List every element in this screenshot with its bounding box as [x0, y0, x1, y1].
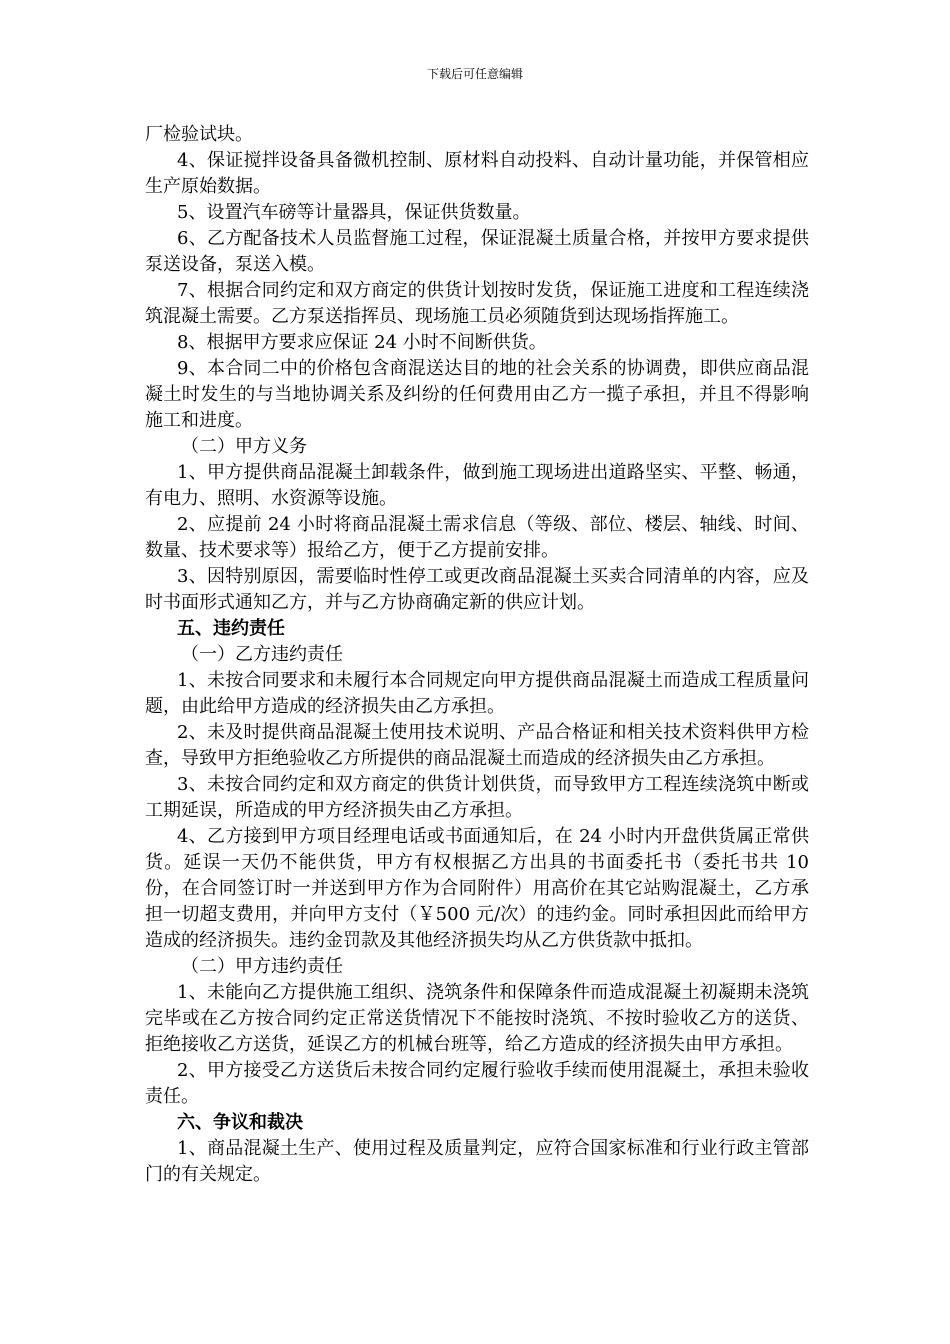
paragraph: 2、未及时提供商品混凝土使用技术说明、产品合格证和相关技术资料供甲方检查，导致甲方拒绝验收乙方所提供的商品混凝土而造成的经济损失由乙方承担。 — [145, 722, 809, 769]
section-heading: 五、违约责任 — [177, 618, 285, 639]
paragraph: 1、商品混凝土生产、使用过程及质量判定，应符合国家标准和行业行政主管部门的有关规定。 — [145, 1138, 809, 1185]
paragraph: 1、未按合同要求和未履行本合同规定向甲方提供商品混凝土而造成工程质量问题，由此给甲方造成的经济损失由乙方承担。 — [145, 670, 809, 717]
paragraph: 5、设置汽车磅等计量器具，保证供货数量。 — [177, 202, 531, 223]
paragraph: 1、甲方提供商品混凝土卸载条件，做到施工现场进出道路坚实、平整、畅通，有电力、照明、水资源等设施。 — [145, 462, 809, 509]
paragraph: 3、因特别原因，需要临时性停工或更改商品混凝土买卖合同清单的内容，应及时书面形式通知乙方，并与乙方协商确定新的供应计划。 — [145, 566, 809, 613]
subsection-heading: （二）甲方违约责任 — [181, 956, 343, 977]
paragraph: 2、甲方接受乙方送货后未按合同约定履行验收手续而使用混凝土，承担未验收责任。 — [145, 1060, 809, 1107]
paragraph: 1、未能向乙方提供施工组织、浇筑条件和保障条件而造成混凝土初凝期未浇筑完毕或在乙方按合同约定正常送货情况下不能按时浇筑、不按时验收乙方的送货、拒绝接收乙方送货，延误乙方的机械台班等，给乙方造成的经济损失由甲方承担。 — [145, 982, 809, 1055]
paragraph: 9、本合同二中的价格包含商混送达目的地的社会关系的协调费，即供应商品混凝土时发生的与当地协调关系及纠纷的任何费用由乙方一揽子承担，并且不得影响施工和进度。 — [145, 358, 809, 431]
document-body — [145, 122, 809, 1188]
paragraph: 3、未按合同约定和双方商定的供货计划供货，而导致甲方工程连续浇筑中断或工期延误，所造成的甲方经济损失由乙方承担。 — [145, 774, 809, 821]
subsection-heading: （二）甲方义务 — [181, 436, 307, 457]
paragraph: 8、根据甲方要求应保证 24 小时不间断供货。 — [177, 332, 547, 353]
subsection-heading: （一）乙方违约责任 — [181, 644, 343, 665]
section-heading: 六、争议和裁决 — [177, 1112, 303, 1133]
paragraph: 6、乙方配备技术人员监督施工过程，保证混凝土质量合格，并按甲方要求提供泵送设备，泵送入模。 — [145, 228, 809, 275]
paragraph: 4、保证搅拌设备具备微机控制、原材料自动投料、自动计量功能，并保管相应生产原始数据。 — [145, 150, 809, 197]
paragraph: 厂检验试块。 — [145, 124, 253, 145]
paragraph: 2、应提前 24 小时将商品混凝土需求信息（等级、部位、楼层、轴线、时间、数量、技术要求等）报给乙方，便于乙方提前安排。 — [145, 514, 809, 561]
paragraph: 7、根据合同约定和双方商定的供货计划按时发货，保证施工进度和工程连续浇筑混凝土需要。乙方泵送指挥员、现场施工员必须随货到达现场指挥施工。 — [145, 280, 809, 327]
paragraph: 4、乙方接到甲方项目经理电话或书面通知后，在 24 小时内开盘供货属正常供货。延误一天仍不能供货，甲方有权根据乙方出具的书面委托书（委托书共 10 份，在合同签订时一并送到甲方作为合同附件）用高价在其它站购混凝土，乙方承担一切超支费用，并向甲方支付（￥500 元/次）的违约金。同时承担因此而给甲方造成的经济损失。违约金罚款及其他经济损失均从乙方供货款中抵扣。 — [145, 826, 809, 951]
page-header: 下载后可任意编辑 — [426, 67, 523, 81]
